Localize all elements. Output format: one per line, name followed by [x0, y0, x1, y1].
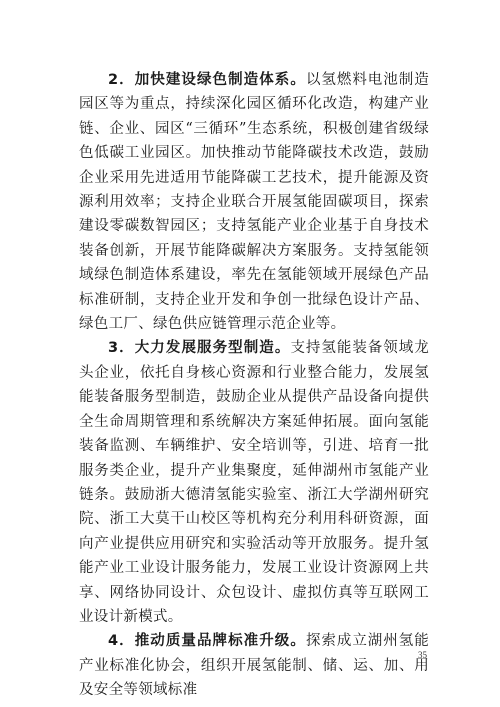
- paragraph-green-manufacturing: [79, 68, 429, 336]
- section-body: 支持氢能装备领域龙头企业，依托自身核心资源和行业整合能力，发展氢能装备服务型制造，鼓励企业从提供产品设备向提供全生命周期管理和系统解决方案延伸拓展。面向氢能装备监测、车辆维护、安全培训等，引进、培育一批服务类企业，提升产业集聚度，延伸湖州市氢能产业链条。鼓励浙大德清氢能实验室、浙江大学湖州研究院、浙工大莫干山校区等机构充分利用科研资源，面向产业提供应用研究和实验活动等开放服务。提升氢能产业工业设计服务能力，发展工业设计资源网上共享、网络协同设计、众包设计、虚拟仿真等互联网工业设计新模式。: [79, 340, 429, 625]
- section-heading: 4．推动质量品牌标准升级。: [108, 633, 306, 650]
- section-body: 探索成立湖州氢能产业标准化协会，组织开展氢能制、储、运、加、用及安全等领域标准: [79, 633, 429, 699]
- page-number: 35: [418, 650, 427, 660]
- document-body: [79, 68, 429, 703]
- section-heading: 2．加快建设绿色制造体系。: [108, 72, 306, 88]
- section-heading: 3．大力发展服务型制造。: [108, 340, 291, 357]
- paragraph-service-manufacturing: [79, 336, 429, 629]
- section-body: 以氢燃料电池制造园区等为重点，持续深化园区循环化改造，构建产业链、企业、园区“三循环”生态系统，积极创建省级绿色低碳工业园区。加快推动节能降碳技术改造，鼓励企业采用先进适用节能降碳工艺技术，提升能源及资源利用效率；支持企业联合开展氢能固碳项目，探索建设零碳数智园区；支持氢能产业企业基于自身技术装备创新，开展节能降碳解决方案服务。支持氢能领域绿色制造体系建设，率先在氢能领域开展绿色产品标准研制，支持企业开发和争创一批绿色设计产品、绿色工厂、绿色供应链管理示范企业等。: [79, 72, 429, 333]
- paragraph-quality-standards: [79, 629, 429, 702]
